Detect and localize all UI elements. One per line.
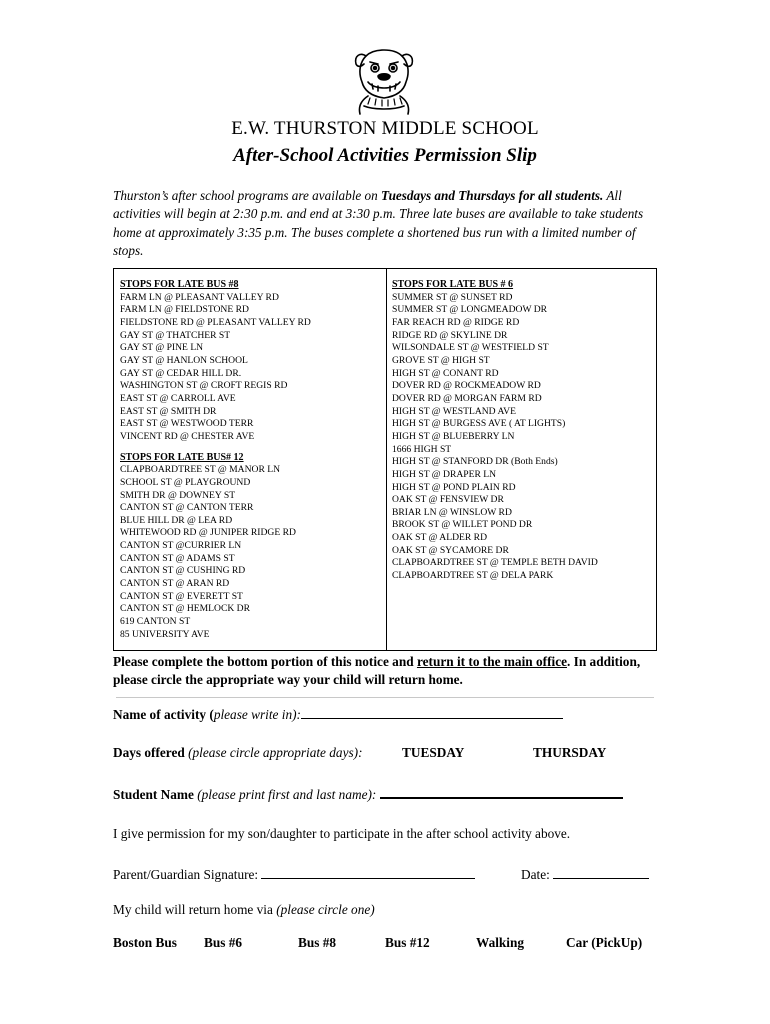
bus-stop-item: WILSONDALE ST @ WESTFIELD ST [392,342,549,354]
right-stops-column [392,279,654,583]
bus-stop-item: 1666 HIGH ST [392,443,452,455]
bus-stop-item: WHITEWOOD RD @ JUNIPER RIDGE RD [120,527,296,539]
cut-line-divider [116,697,654,698]
bus-stop-item: HIGH ST @ CONANT RD [392,367,499,379]
bus-stop-item: CANTON ST @CURRIER LN [120,540,242,552]
bus-stop-item: CANTON ST @ EVERETT ST [120,590,243,602]
bus-stop-item: HIGH ST @ BLUEBERRY LN [392,430,515,442]
bus-stop-item: HIGH ST @ POND PLAIN RD [392,481,516,493]
bus-stop-item: FARM LN @ FIELDSTONE RD [120,304,249,316]
school-name: E.W. THURSTON MIDDLE SCHOOL [231,118,539,139]
return-option-bus-12[interactable]: Bus #12 [385,935,430,950]
bus-6-header: STOPS FOR LATE BUS # 6 [392,279,514,290]
bus-stop-item: OAK ST @ FENSVIEW DR [392,494,504,506]
intro-paragraph: Thurston’s after school programs are available on Tuesdays and Thursdays for all students. All activities will begin at 2:30 p.m. and end at 3:30 p.m. Three late buses are available to take students home at approximately 3:35 p.m. The buses complete a shortened bus run with a limited number of stops. [113,188,644,258]
bus-stop-item: FIELDSTONE RD @ PLEASANT VALLEY RD [120,316,311,328]
date-field: Date: [521,866,649,883]
bus-stop-item: DOVER RD @ MORGAN FARM RD [392,392,542,404]
signature-input[interactable] [261,866,475,879]
bus-stop-item: SUMMER ST @ LONGMEADOW DR [392,304,548,316]
bus-stop-item: CANTON ST @ CANTON TERR [120,502,254,514]
return-method-prompt: My child will return home via (please circle one) [113,902,375,917]
bus-stop-item: EAST ST @ CARROLL AVE [120,392,236,404]
bus-stop-item: FAR REACH RD @ RIDGE RD [392,316,520,328]
activity-name-input[interactable] [301,706,563,719]
bus-stop-item: 85 UNIVERSITY AVE [120,628,210,640]
day-option-tuesday[interactable]: TUESDAY [402,745,465,760]
bus-stop-item: BLUE HILL DR @ LEA RD [120,514,233,526]
bus-stop-item: CANTON ST @ ADAMS ST [120,552,235,564]
late-bus-stops-table [113,268,657,651]
bus-stop-item: OAK ST @ ALDER RD [392,532,488,544]
return-instructions: Please complete the bottom portion of this notice and return it to the main office. In addition, please circle the appropriate way your child will return home. [113,654,641,687]
bus-stop-item: FARM LN @ PLEASANT VALLEY RD [120,291,279,303]
bus-stop-item: SUMMER ST @ SUNSET RD [392,291,513,303]
bus-stop-item: CLAPBOARDTREE ST @ MANOR LN [120,464,281,476]
student-name-input[interactable] [380,785,623,799]
bus-stop-item: EAST ST @ WESTWOOD TERR [120,418,254,430]
bus-stop-item: SCHOOL ST @ PLAYGROUND [120,476,251,488]
bus-stop-item: HIGH ST @ STANFORD DR (Both Ends) [392,456,558,468]
bus-stop-item: CANTON ST @ CUSHING RD [120,565,246,577]
bus-stop-item: WASHINGTON ST @ CROFT REGIS RD [120,380,288,392]
permission-statement: I give permission for my son/daughter to participate in the after school activity above. [113,826,571,841]
bus-stop-item: GAY ST @ CEDAR HILL DR. [120,367,242,379]
bus-stop-item: HIGH ST @ DRAPER LN [392,468,497,480]
bus-stop-item: DOVER RD @ ROCKMEADOW RD [392,380,541,392]
signature-field: Parent/Guardian Signature: [113,866,475,883]
bus-stop-item: GAY ST @ PINE LN [120,342,204,354]
return-option-car-pickup[interactable]: Car (PickUp) [566,935,643,950]
bus-stop-item: BROOK ST @ WILLET POND DR [392,519,533,531]
left-stops-column [120,279,382,641]
bus-8-stop-list [120,292,382,444]
bus-stop-item: RIDGE RD @ SKYLINE DR [392,329,508,341]
return-option-walking[interactable]: Walking [476,935,525,950]
return-option-bus-8[interactable]: Bus #8 [298,935,337,950]
bus-stop-item: CLAPBOARDTREE ST @ TEMPLE BETH DAVID [392,557,598,569]
bus-stop-item: OAK ST @ SYCAMORE DR [392,544,509,556]
column-divider [386,269,387,650]
return-option-boston-bus[interactable]: Boston Bus [113,935,177,950]
bus-stop-item: VINCENT RD @ CHESTER AVE [120,430,255,442]
bus-stop-item: HIGH ST @ BURGESS AVE ( AT LIGHTS) [392,418,566,430]
student-name-field: Student Name (please print first and last name): [113,785,623,803]
bus-12-header: STOPS FOR LATE BUS# 12 [120,451,244,463]
days-offered-field: Days offered (please circle appropriate days): [113,745,363,760]
bus-6-stop-list [392,292,654,583]
bus-stop-item: BRIAR LN @ WINSLOW RD [392,506,512,518]
day-option-thursday[interactable]: THURSDAY [533,745,607,760]
bus-stop-item: CANTON ST @ HEMLOCK DR [120,603,251,615]
bus-8-header: STOPS FOR LATE BUS #8 [120,279,239,290]
bus-stop-item: GAY ST @ THATCHER ST [120,329,231,341]
bus-12-stop-list [120,464,382,641]
bulldog-mascot-icon [344,44,424,116]
bus-stop-item: SMITH DR @ DOWNEY ST [120,489,236,501]
bus-stop-item: GROVE ST @ HIGH ST [392,354,490,366]
bus-stop-item: GAY ST @ HANLON SCHOOL [120,354,248,366]
bus-stop-item: 619 CANTON ST [120,616,191,628]
page-title: After-School Activities Permission Slip [233,145,537,166]
date-input[interactable] [553,866,649,879]
bus-stop-item: CLAPBOARDTREE ST @ DELA PARK [392,570,554,582]
return-option-bus-6[interactable]: Bus #6 [204,935,243,950]
bus-stop-item: EAST ST @ SMITH DR [120,405,217,417]
bus-stop-item: HIGH ST @ WESTLAND AVE [392,405,516,417]
bus-stop-item: CANTON ST @ ARAN RD [120,578,230,590]
activity-name-field: Name of activity (please write in): [113,706,563,723]
